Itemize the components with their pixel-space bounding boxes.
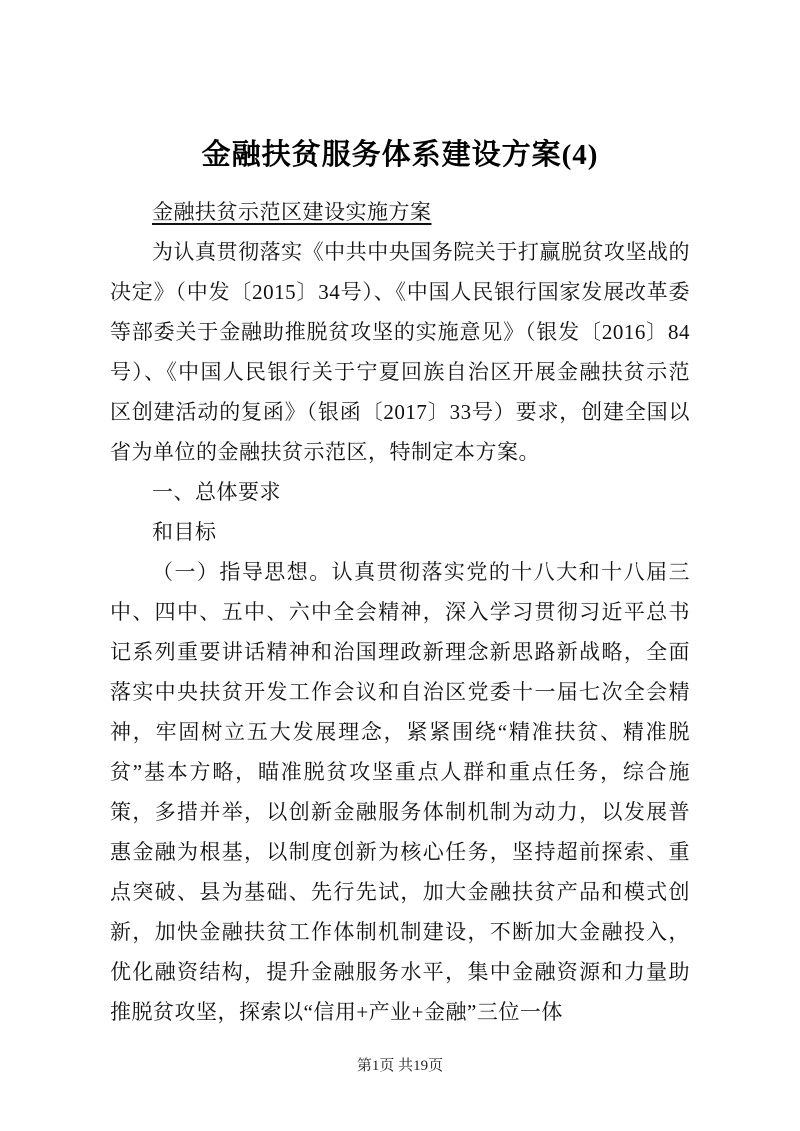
document-subtitle: [110, 192, 690, 232]
document-title: 金融扶贫服务体系建设方案(4): [201, 139, 599, 171]
section-heading-line1: 一、总体要求: [152, 480, 281, 504]
paragraph-intro: 为认真贯彻落实《中共中央国务院关于打赢脱贫攻坚战的决定》（中发〔2015〕34号）、《中国人民银行国家发展改革委等部委关于金融助推脱贫攻坚的实施意见》（银发〔2016〕84号）、《中国人民银行关于宁夏回族自治区开展金融扶贫示范区创建活动的复函》（银函〔2017〕33号）要求，创建全国以省为单位的金融扶贫示范区，特制定本方案。: [110, 240, 690, 464]
paragraph-guiding-ideology: （一）指导思想。认真贯彻落实党的十八大和十八届三中、四中、五中、六中全会精神，深入学习贯彻习近平总书记系列重要讲话精神和治国理政新理念新思路新战略，全面落实中央扶贫开发工作会议和自治区党委十一届七次全会精神，牢固树立五大发展理念，紧紧围绕“精准扶贫、精准脱贫”基本方略，瞄准脱贫攻坚重点人群和重点任务，综合施策，多措并举，以创新金融服务体制机制为动力，以发展普惠金融为根基，以制度创新为核心任务，坚持超前探索、重点突破、县为基础、先行先试，加大金融扶贫产品和模式创新，加快金融扶贫工作体制机制建设，不断加大金融投入，优化融资结构，提升金融服务水平，集中金融资源和力量助推脱贫攻坚，探索以“信用+产业+金融”三位一体: [110, 560, 690, 1024]
document-body: [110, 192, 690, 1032]
page-footer: [0, 1054, 800, 1075]
document-subtitle-text: 金融扶贫示范区建设实施方案: [152, 200, 432, 224]
section-heading-line2: 和目标: [152, 520, 217, 544]
page-number-label: 第1页 共19页: [356, 1058, 444, 1074]
